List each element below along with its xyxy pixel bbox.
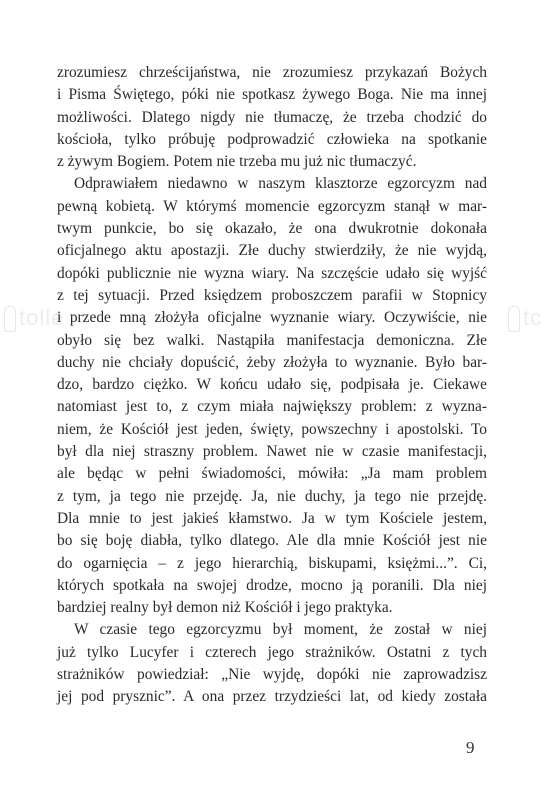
text-line: niem, że Kościół jest jeden, święty, powszechny i apostolski. To [57,420,487,438]
text-line: pewną kobietą. W którymś momencie egzorcyzm stanął w mar- [57,197,487,215]
text-line: Odprawiałem niedawno w naszym klasztorze egzorcyzm nad [74,175,487,193]
text-line: bo się boję diabła, tylko dlatego. Ale dla mnie Kościół jest nie [57,532,487,550]
text-line: możliwości. Dlatego nigdy nie tłumaczę, że trzeba chodzić do [57,108,487,126]
text-line: których spotkała na swojej drodze, mocno ją poranili. Dla niej [57,576,487,594]
text-line: bardziej realny był demon niż Kościół i jego praktyka. [57,599,393,617]
text-line: ale będąc w pełni świadomości, mówiła: „Ja mam problem [57,465,487,483]
text-line: już tylko Lucyfer i czterech jego strażników. Ostatni z tych [57,643,487,661]
text-line: do ogarnięcia – z jego hierarchią, biskupami, księżmi...”. Ci, [57,554,487,572]
text-line: obyło się bez walki. Nastąpiła manifestacja demoniczna. Złe [57,331,487,349]
lighthouse-icon [508,306,520,332]
text-line: z tym, ja tego nie przejdę. Ja, nie duchy, ja tego nie przejdę. [57,487,487,505]
text-line: duchy nie chciały dopuścić, żeby złożyła to wyznanie. Było bar- [57,353,487,371]
text-line: dzo, bardzo ciężko. W końcu udało się, podpisała je. Ciekawe [57,376,487,394]
paragraph-3 [57,619,487,708]
paragraph-1 [57,62,487,173]
body-text [57,62,487,709]
text-line: W czasie tego egzorcyzmu był moment, że został w niej [74,621,487,639]
text-line: z tej sytuacji. Przed księdzem proboszczem parafii w Stopnicy [57,286,487,304]
paragraph-2 [57,173,487,619]
text-line: strażników powiedział: „Nie wyjdę, dopóki nie zaprowadzisz [57,666,487,684]
page-number: 9 [466,738,475,757]
text-line: dopóki publicznie nie wyzna wiary. Na szczęście udało się wyjść [57,264,487,282]
watermark-right [508,305,542,332]
text-line: Dla mnie to jest jakieś kłamstwo. Ja w tym Kościele jestem, [57,509,487,527]
watermark-left-text: tolle [19,305,65,330]
text-line: i Pisma Świętego, póki nie spotkasz żywego Boga. Nie ma innej [57,86,487,104]
watermark-right-text: tc [523,305,543,330]
lighthouse-icon [4,306,16,332]
text-line: kościoła, tylko próbuję podprowadzić człowieka na spotkanie [57,130,487,148]
watermark-left [4,305,64,332]
text-line: i przede mną złożyła oficjalne wyznanie wiary. Oczywiście, nie [57,309,487,327]
text-line: z żywym Bogiem. Potem nie trzeba mu już nic tłumaczyć. [57,153,417,171]
text-line: twym punkcie, bo się okazało, że ona dwukrotnie dokonała [57,220,487,238]
text-line: jej pod prysznic”. A ona przez trzydzieści lat, od kiedy została [57,688,487,706]
text-line: oficjalnego aktu apostazji. Złe duchy stwierdziły, że nie wyjdą, [57,242,487,260]
text-line: był dla niej straszny problem. Nawet nie w czasie manifestacji, [57,443,487,461]
text-line: zrozumiesz chrześcijaństwa, nie zrozumiesz przykazań Bożych [57,64,487,81]
text-line: natomiast jest to, z czym miała największy problem: z wyzna- [57,398,487,416]
